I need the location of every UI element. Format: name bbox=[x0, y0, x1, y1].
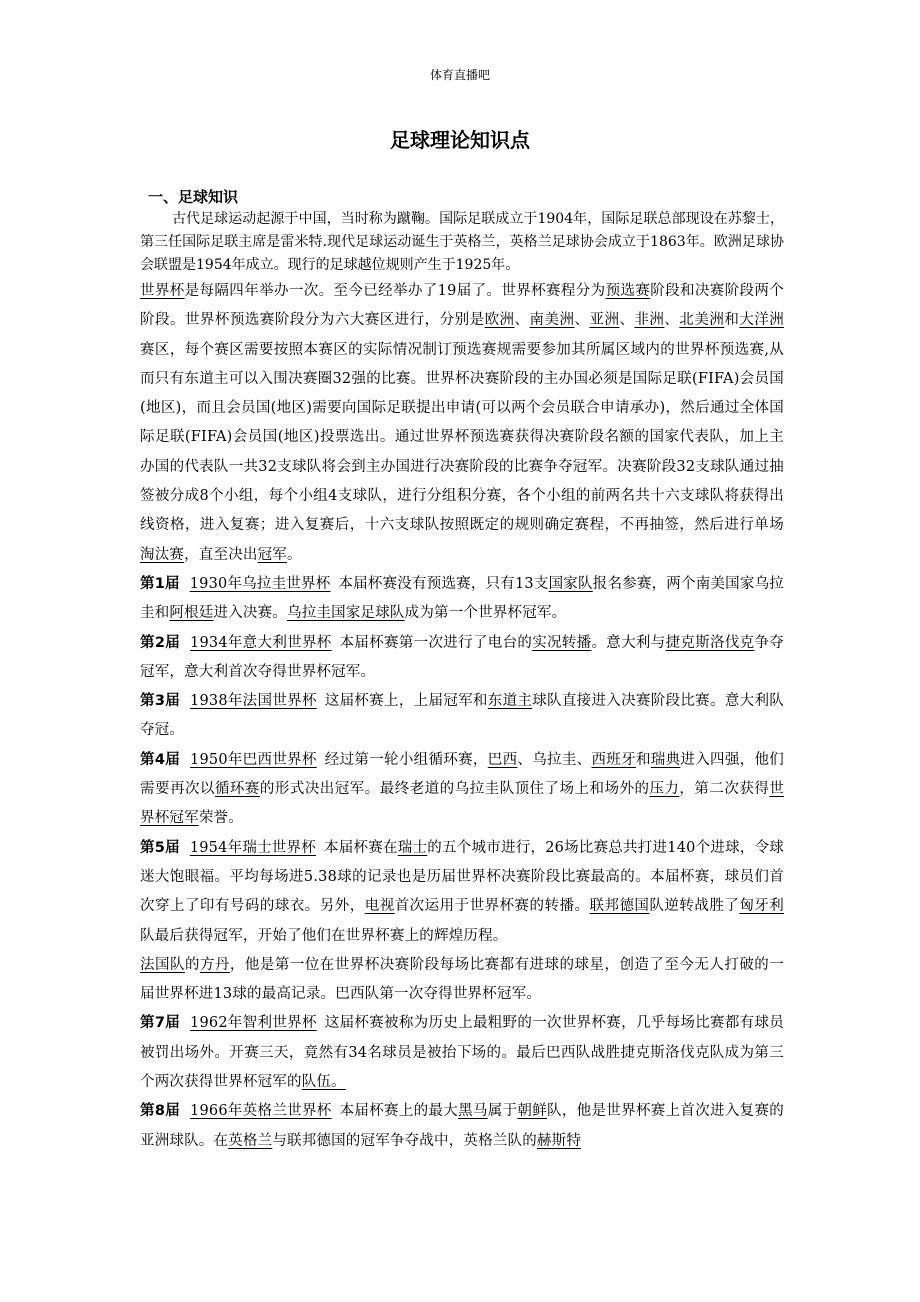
text: 。意大利与 bbox=[591, 634, 666, 651]
text: 荣誉。 bbox=[198, 810, 243, 827]
link-edition-title[interactable]: 1950年巴西世界杯 bbox=[190, 751, 317, 768]
link-round-robin[interactable]: 循环赛 bbox=[214, 781, 260, 798]
link-hurst[interactable]: 赫斯特 bbox=[536, 1132, 582, 1149]
link-czechoslovakia[interactable]: 捷克斯洛伐克 bbox=[665, 634, 755, 651]
link-europe[interactable]: 欧洲 bbox=[484, 312, 515, 329]
text: 赛区，每个赛区需要按照本赛区的实际情况制订预选赛规需要参加其所属区域内的世界杯预选赛,从而只有东道主可以入围决赛圈32强的比赛。世界杯决赛阶段的主办国必须是国际足联(FIFA)会员国(地区)，而且会员国(地区)需要向国际足联提出申请(可以两个会员联合申请承办)，然后通过全体国际足联(FIFA)会员国(地区)投票选出。通过世界杯预选赛获得决赛阶段名额的国家代表队，加上主办国的代表队一共32支球队将会到主办国进行决赛阶段的比赛争夺冠军。决赛阶段32支球队通过抽签被分成8个小组，每个小组4支球队，进行分组积分赛，各个小组的前两名共十六支球队将获得出线资格，进入复赛；进入复赛后，十六支球队按照既定的规则确定赛程，不再抽签，然后进行单场 bbox=[140, 341, 784, 534]
text: 、 bbox=[664, 312, 680, 329]
edition-label: 第2届 bbox=[140, 634, 181, 651]
edition-label: 第8届 bbox=[140, 1103, 181, 1120]
link-spain[interactable]: 西班牙 bbox=[591, 751, 636, 768]
edition-label: 第4届 bbox=[140, 751, 181, 768]
document-body bbox=[140, 186, 784, 1156]
text: 队逆转战胜了 bbox=[649, 898, 740, 915]
link-sweden[interactable]: 瑞典 bbox=[650, 751, 681, 768]
edition-4-paragraph bbox=[140, 746, 784, 834]
text: 是每隔四年举办一次。至今已经举办了19届了。世界杯赛程分为 bbox=[184, 283, 606, 299]
text: 、 bbox=[619, 312, 635, 329]
link-team[interactable]: 队伍。 bbox=[301, 1074, 346, 1091]
link-world-cup[interactable]: 世界杯 bbox=[140, 283, 185, 299]
link-south-america[interactable]: 南美洲 bbox=[529, 312, 575, 329]
edition-8-paragraph bbox=[140, 1097, 784, 1156]
link-north-korea[interactable]: 朝鲜 bbox=[517, 1103, 548, 1120]
text: 队，他是世界杯赛上首次进入复赛的亚洲球队。在 bbox=[140, 1103, 784, 1149]
link-edition-title[interactable]: 1930年乌拉圭世界杯 bbox=[189, 575, 331, 592]
link-pressure[interactable]: 压力 bbox=[649, 781, 680, 798]
link-national-team[interactable]: 国家队 bbox=[548, 575, 593, 592]
link-africa[interactable]: 非洲 bbox=[634, 312, 665, 329]
text: 经过第一轮小组循环赛， bbox=[324, 751, 488, 768]
text: ，第二次获得 bbox=[679, 781, 770, 798]
link-dark-horse[interactable]: 黑马 bbox=[458, 1103, 488, 1120]
edition-6-paragraph bbox=[140, 951, 784, 1010]
text: 球队直接进入决赛阶段比赛。意大利队夺冠。 bbox=[140, 693, 784, 739]
text: 本届杯赛在 bbox=[324, 839, 398, 856]
text: 的五个城市进行，26场比赛总共打进140个进球，令球迷大饱眼福。平均每场进5.38球的记录也是历届世界杯决赛阶段比赛最高的。本届杯赛，球员们首次穿上了印有号码的球衣。另外， bbox=[140, 839, 785, 915]
section-heading: 一、足球知识 bbox=[148, 188, 239, 206]
text: ，他是第一位在世界杯决赛阶段每场比赛都有进球的球星，创造了至今无人打破的一届世界杯进13球的最高记录。巴西队第一次夺得世界杯冠军。 bbox=[140, 956, 784, 1003]
text: 争夺冠军，意大利首次夺得世界杯冠军。 bbox=[140, 634, 785, 680]
link-live-broadcast[interactable]: 实况转播 bbox=[532, 634, 592, 651]
link-oceania[interactable]: 大洋洲 bbox=[739, 312, 784, 329]
world-cup-paragraph bbox=[140, 277, 784, 570]
link-edition-title[interactable]: 1934年意大利世界杯 bbox=[190, 634, 332, 651]
text: 。 bbox=[287, 546, 302, 563]
text: 的 bbox=[184, 956, 200, 973]
text: 这届杯赛上，上届冠军和 bbox=[324, 693, 488, 710]
link-host[interactable]: 东道主 bbox=[487, 693, 533, 710]
text: 成为第一个世界杯冠军。 bbox=[404, 605, 567, 622]
link-world-cup-champion[interactable]: 世界杯冠军 bbox=[140, 781, 785, 827]
text: 属于 bbox=[487, 1103, 518, 1120]
edition-label: 第5届 bbox=[140, 839, 180, 856]
edition-label: 第3届 bbox=[140, 693, 181, 710]
text: 进入四强，他们需要再次以 bbox=[140, 751, 785, 798]
text: ，直至决出 bbox=[184, 546, 258, 563]
link-edition-title[interactable]: 1938年法国世界杯 bbox=[190, 693, 317, 710]
text: 阶段和决赛阶段两个阶段。世界杯预选赛阶段分为六大赛区进行，分别是 bbox=[140, 283, 784, 329]
edition-label: 第7届 bbox=[140, 1015, 181, 1032]
link-argentina[interactable]: 阿根廷 bbox=[169, 605, 214, 622]
link-television[interactable]: 电视 bbox=[364, 898, 395, 915]
document-title: 足球理论知识点 bbox=[390, 128, 530, 152]
link-hungary[interactable]: 匈牙利 bbox=[739, 898, 784, 915]
link-uruguay-team[interactable]: 乌拉圭国家足球队 bbox=[287, 605, 405, 622]
text: 、乌拉圭、 bbox=[517, 751, 592, 768]
text: 、 bbox=[574, 312, 590, 329]
text: 进入决赛。 bbox=[213, 605, 288, 622]
text: 和 bbox=[635, 751, 651, 768]
link-england[interactable]: 英格兰 bbox=[228, 1132, 273, 1149]
edition-label: 第1届 bbox=[140, 575, 180, 592]
link-france-team[interactable]: 法国队 bbox=[140, 956, 185, 973]
page-header: 体育直播吧 bbox=[429, 68, 490, 82]
text: 的形式决出冠军。最终老道的乌拉圭队顶住了场上和场外的 bbox=[259, 781, 650, 798]
text: 与联邦德国的冠军争夺战中，英格兰队的 bbox=[272, 1132, 537, 1149]
text: 本届杯赛第一次进行了电台的 bbox=[339, 634, 533, 651]
text: 这届杯赛被称为历史上最粗野的一次世界杯赛，几乎每场比赛都有球员被罚出场外。开赛三天，竟然有34名球员是被抬下场的。最后巴西队战胜捷克斯洛伐克队成为第三个两次获得世界杯冠军的 bbox=[140, 1015, 784, 1091]
text: 报名参赛，两个南美国家乌拉圭和 bbox=[140, 575, 784, 622]
link-knockout[interactable]: 淘汰赛 bbox=[140, 546, 185, 563]
text: 、 bbox=[514, 312, 530, 329]
text: 本届杯赛上的最大 bbox=[339, 1103, 459, 1120]
link-asia[interactable]: 亚洲 bbox=[589, 312, 620, 329]
edition-2-paragraph bbox=[140, 629, 784, 688]
link-edition-title[interactable]: 1954年瑞士世界杯 bbox=[189, 839, 317, 856]
text: 和 bbox=[724, 312, 740, 329]
edition-3-paragraph bbox=[140, 687, 784, 746]
link-brazil[interactable]: 巴西 bbox=[487, 751, 518, 768]
text: 首次运用于世界杯赛的转播。 bbox=[394, 898, 590, 915]
link-west-germany[interactable]: 联邦德国 bbox=[589, 898, 650, 915]
text: 队最后获得冠军，开始了他们在世界杯赛上的辉煌历程。 bbox=[140, 927, 508, 944]
edition-7-paragraph bbox=[140, 1009, 784, 1097]
link-north-america[interactable]: 北美洲 bbox=[679, 312, 725, 329]
link-fontaine[interactable]: 方丹 bbox=[199, 956, 230, 973]
link-qualifiers[interactable]: 预选赛 bbox=[605, 283, 651, 299]
intro-paragraph: 古代足球运动起源于中国，当时称为蹴鞠。国际足联成立于1904年，国际足联总部现设在苏黎士，第三任国际足联主席是雷米特.现代足球运动诞生于英格兰，英格兰足球协会成立于1863年。欧洲足球协会联盟是1954年成立。现行的足球越位规则产生于1925年。 bbox=[140, 211, 784, 273]
edition-5-paragraph bbox=[140, 834, 784, 951]
link-champion[interactable]: 冠军 bbox=[257, 546, 288, 563]
link-edition-title[interactable]: 1966年英格兰世界杯 bbox=[190, 1103, 332, 1120]
link-switzerland[interactable]: 瑞士 bbox=[397, 839, 428, 856]
link-edition-title[interactable]: 1962年智利世界杯 bbox=[190, 1015, 317, 1032]
edition-1-paragraph bbox=[140, 570, 784, 629]
text: 本届杯赛没有预选赛，只有13支 bbox=[338, 575, 549, 592]
